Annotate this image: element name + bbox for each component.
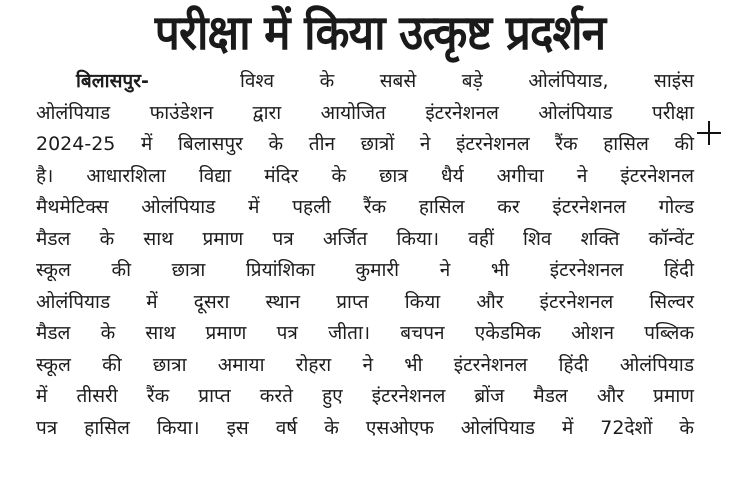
article-line-3: 2024-25 में बिलासपुर के तीन छात्रों ने इंटरनेशनल रैंक हासिल की xyxy=(36,133,694,155)
article-line-12: पत्र हासिल किया। इस वर्ष के एसओएफ ओलंपियाड में 72देशों के xyxy=(36,416,694,439)
article-line-2: ओलंपियाड फाउंडेशन द्वारा आयोजित इंटरनेशनल ओलंपियाड परीक्षा xyxy=(36,101,694,124)
article-body xyxy=(36,66,694,444)
article-line-7: स्कूल की छात्रा प्रियांशिका कुमारी ने भी इंटरनेशनल हिंदी xyxy=(36,259,694,281)
article-line-11: में तीसरी रैंक प्राप्त करते हुए इंटरनेशनल ब्रोंज मैडल और प्रमाण xyxy=(36,385,694,407)
article-line-4: है। आधारशिला विद्या मंदिर के छात्र धैर्य अगीचा ने इंटरनेशनल xyxy=(36,164,694,187)
article-headline: परीक्षा में किया उत्कृष्ट प्रदर्शन xyxy=(154,5,606,61)
article-line-9: मैडल के साथ प्रमाण पत्र जीता। बचपन एकेडमिक ओशन पब्लिक xyxy=(36,322,694,344)
article-line-5: मैथमेटिक्स ओलंपियाड में पहली रैंक हासिल कर इंटरनेशनल गोल्ड xyxy=(36,196,694,218)
article-line-10: स्कूल की छात्रा अमाया रोहरा ने भी इंटरनेशनल हिंदी ओलंपियाड xyxy=(36,353,694,376)
crosshair-cursor-icon xyxy=(697,121,721,145)
article-line-6: मैडल के साथ प्रमाण पत्र अर्जित किया। वहीं शिव शक्ति कॉन्वेंट xyxy=(36,227,694,250)
article-line-1-text: विश्व के सबसे बड़े ओलंपियाड, साइंस xyxy=(239,70,694,92)
article-line-1 xyxy=(36,66,694,98)
article-dateline: बिलासपुर- xyxy=(76,70,149,92)
article-line-8: ओलंपियाड में दूसरा स्थान प्राप्त किया और इंटरनेशनल सिल्वर xyxy=(36,290,694,313)
